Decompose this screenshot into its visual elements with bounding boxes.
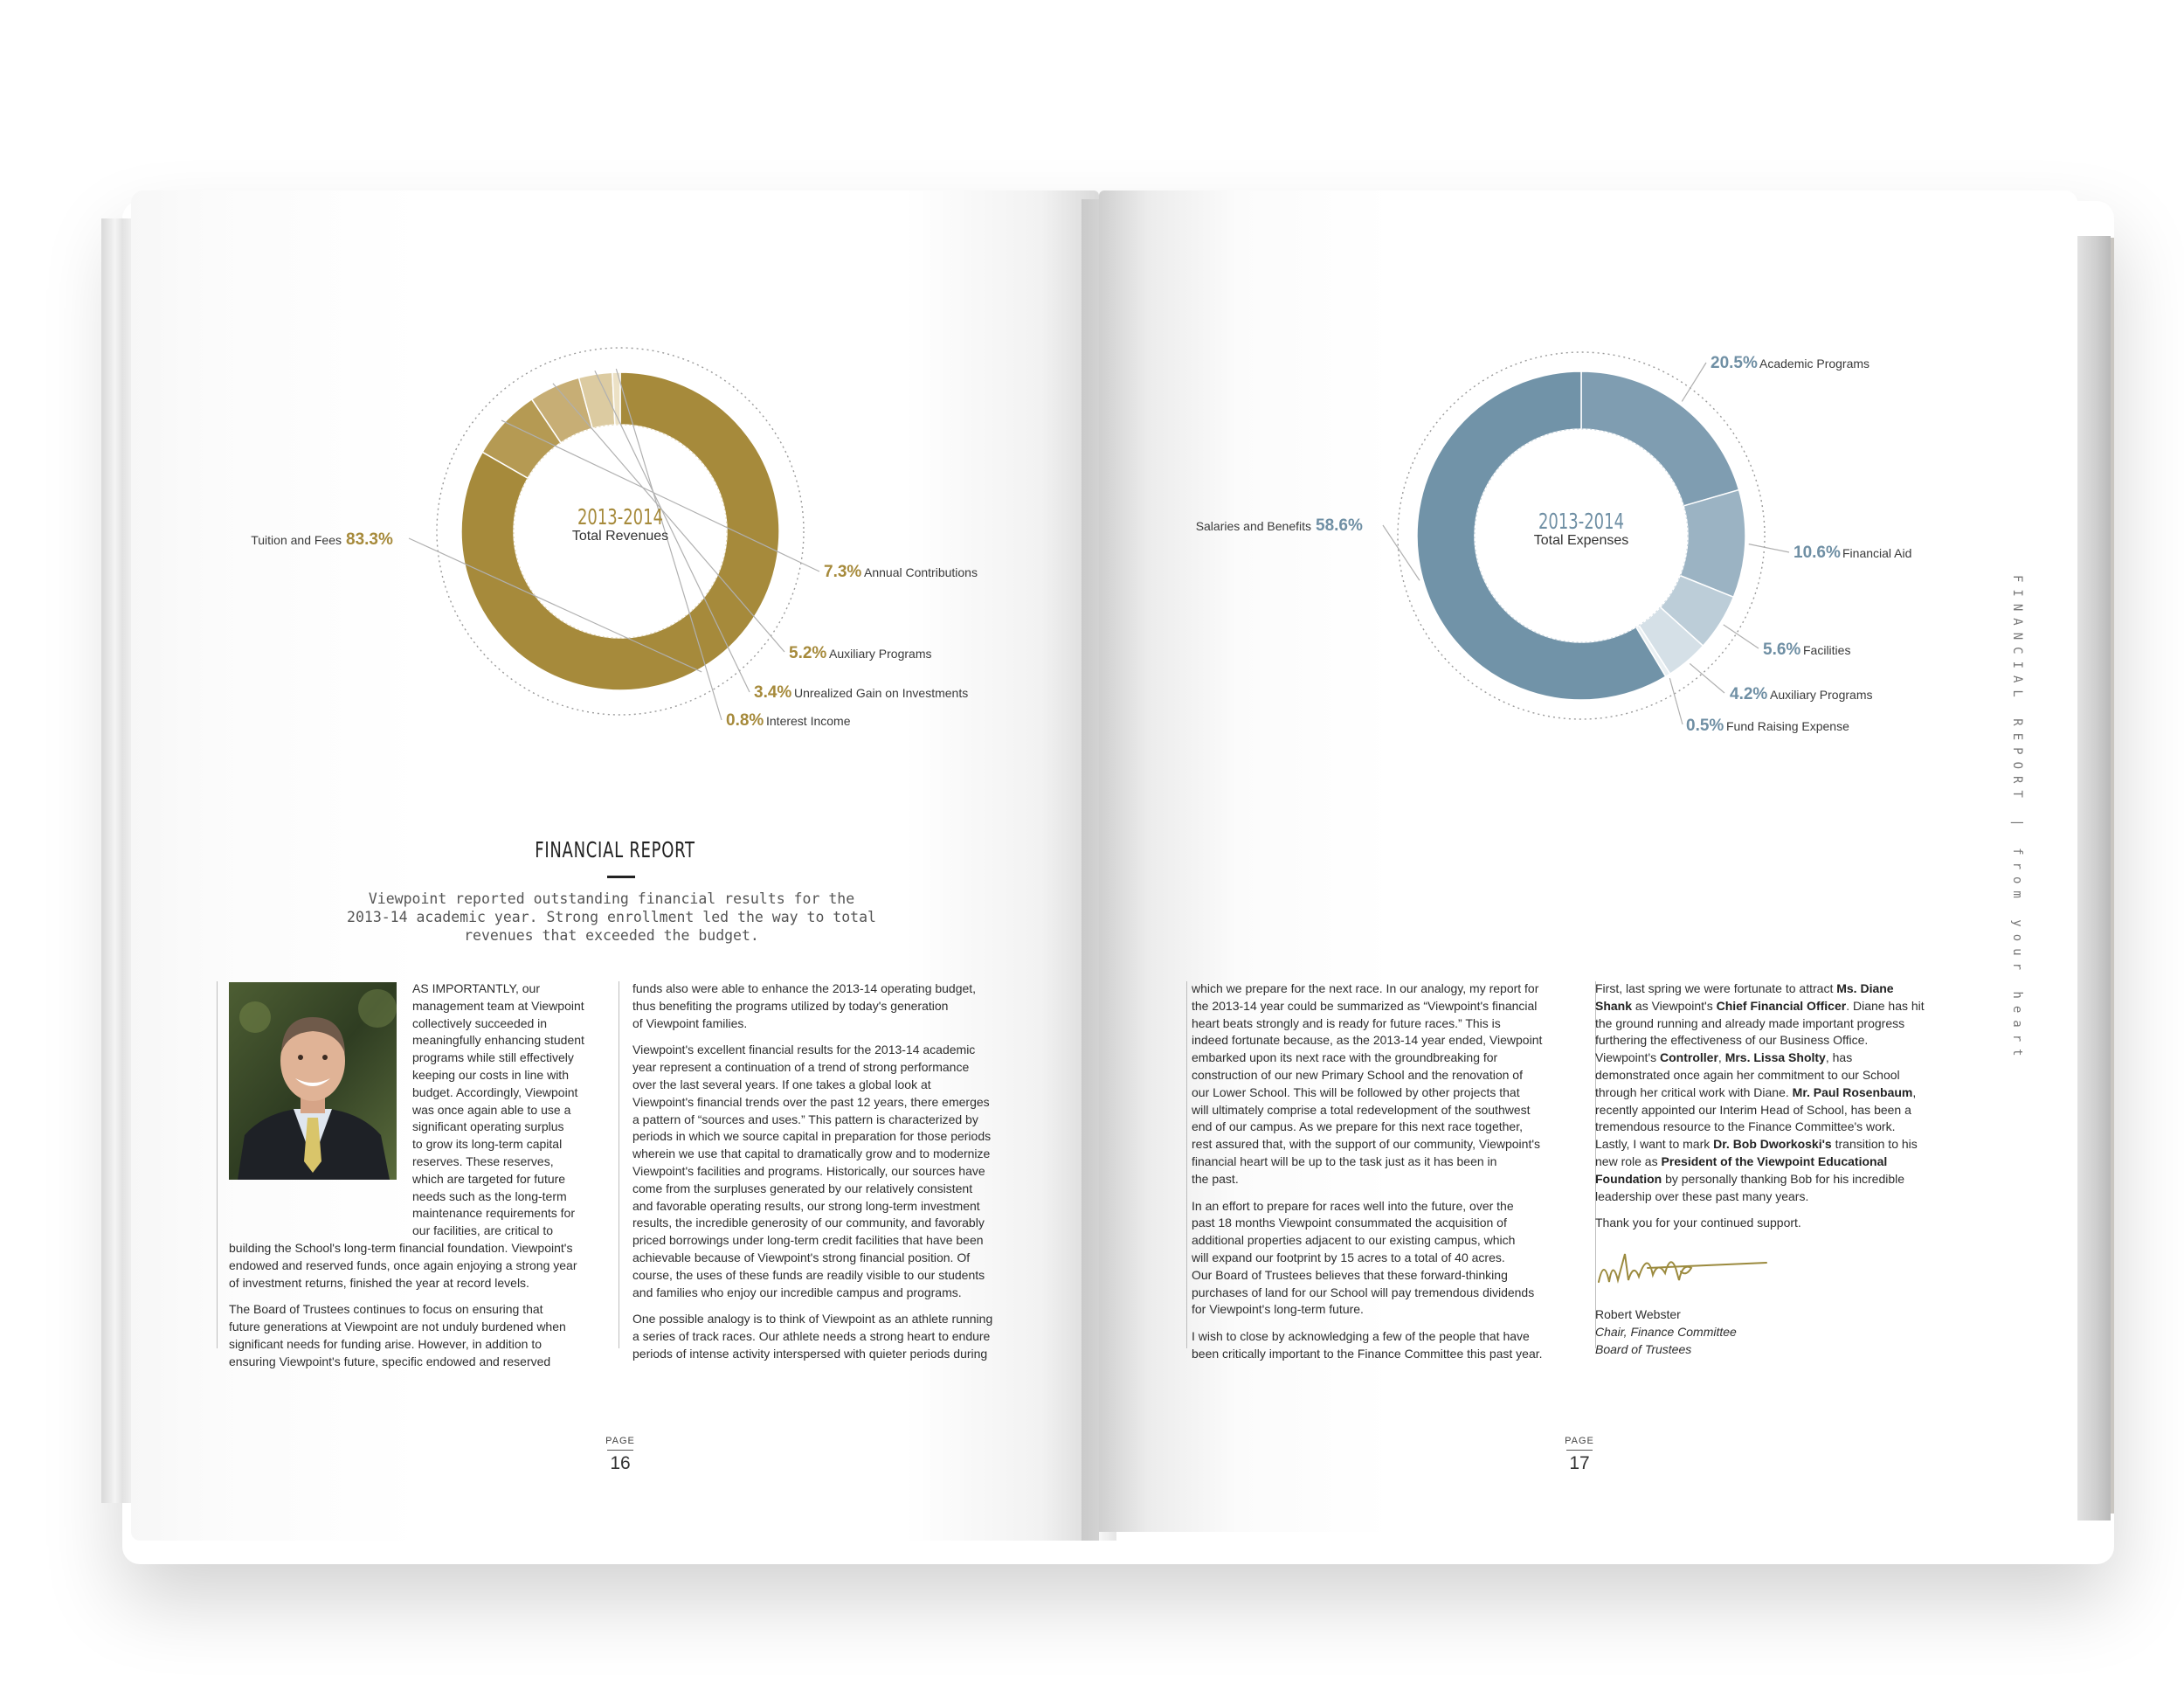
portrait-photo — [229, 982, 397, 1180]
title-rule — [607, 876, 635, 878]
page-number-rule — [607, 1450, 633, 1451]
text-line: will expand our footprint by 15 acres to a total of 40 acres. — [1192, 1250, 1505, 1264]
label-auxiliary-text: Auxiliary Programs — [829, 647, 932, 661]
text-line: future generations at Viewpoint are not unduly burdened when — [229, 1320, 566, 1334]
text-line: Viewpoint's financial trends over the past 12 years, there emerges — [632, 1094, 990, 1109]
text-line: indeed fortunate because, as the 2013-14 year ended, Viewpoint — [1192, 1033, 1543, 1048]
text-line: significant needs for funding arise. However, in addition to — [229, 1336, 542, 1351]
text-run: First, last spring we were fortunate to attract — [1595, 981, 1837, 995]
column-rule — [1186, 981, 1187, 1348]
column-1-wrapped-text — [412, 980, 596, 1240]
text-line: keeping our costs in line with — [412, 1067, 569, 1082]
signer-name: Robert Webster — [1595, 1307, 1681, 1322]
label-academic-pct: 20.5% — [1711, 354, 1758, 372]
text-line: The Board of Trustees continues to focus on ensuring that — [229, 1302, 543, 1317]
text-line: budget. Accordingly, Viewpoint — [412, 1084, 578, 1099]
leader-line — [1690, 663, 1724, 693]
paragraph — [1192, 1198, 1585, 1320]
text-line: end of our campus. As we prepare for this next race together, — [1192, 1119, 1523, 1134]
text-line: been critically important to the Finance Committee this past year. — [1192, 1346, 1543, 1361]
leader-line — [1383, 525, 1420, 580]
text-line: our Lower School. This will be followed by other projects that — [1192, 1084, 1520, 1099]
text-line: thus benefiting the programs utilized by today's generation — [632, 998, 949, 1013]
column-rule — [217, 981, 218, 1348]
title-cfo: Chief Financial Officer — [1716, 998, 1847, 1013]
intro-line: revenues that exceeded the budget. — [464, 927, 759, 944]
text-line: the past. — [1192, 1171, 1239, 1186]
text-line: for Viewpoint's long-term future. — [1192, 1302, 1364, 1317]
text-line: Our Board of Trustees believes that these forward-thinking — [1192, 1267, 1508, 1282]
text-line: of Viewpoint families. — [632, 1015, 748, 1030]
label-interest-text: Interest Income — [766, 714, 851, 728]
label-auxiliary-pct: 5.2% — [789, 644, 827, 662]
text-run: , recently appointed our Interim Head of School, has been a tremendous resource to the Finance Committee's work. Lastly, I want to mark — [1595, 1084, 1917, 1152]
text-line: rest assured that, with the support of our community, Viewpoint's — [1192, 1137, 1541, 1152]
page-label: PAGE — [1565, 1436, 1594, 1446]
text-line: which are targeted for future — [412, 1171, 566, 1186]
revenue-donut-chart — [131, 190, 1099, 802]
name-paul-rosenbaum: Mr. Paul Rosenbaum — [1792, 1084, 1913, 1099]
paragraph — [632, 980, 1017, 1032]
portrait-photo-icon — [229, 982, 397, 1180]
text-line: will ultimately comprise a total redevelopment of the southwest — [1192, 1102, 1531, 1117]
paragraph — [632, 1042, 1017, 1301]
acknowledgements-paragraph — [1595, 980, 1927, 1205]
text-line: Viewpoint's excellent financial results for the 2013-14 academic — [632, 1042, 976, 1057]
text-line: the 2013-14 year could be summarized as “Viewpoint's financial — [1192, 998, 1538, 1013]
label-unrealized-text: Unrealized Gain on Investments — [794, 686, 969, 700]
label-academic-text: Academic Programs — [1759, 357, 1870, 371]
page-label: PAGE — [605, 1436, 635, 1446]
name-lissa-sholty: Mrs. Lissa Sholty — [1724, 1050, 1826, 1065]
label-salaries-text: Salaries and Benefits — [1195, 519, 1311, 533]
text-line: to grow its long-term capital — [412, 1137, 563, 1152]
text-line: In an effort to prepare for races well into the future, over the — [1192, 1198, 1514, 1213]
label-salaries-pct: 58.6% — [1316, 516, 1363, 535]
text-line: embarked upon its next race with the groundbreaking for — [1192, 1050, 1498, 1065]
text-run: , — [1717, 1050, 1725, 1065]
text-line: a series of track races. Our athlete needs a strong heart to endure — [632, 1329, 991, 1344]
text-line: meaningfully enhancing student — [412, 1033, 584, 1048]
name-diane-shank: Ms. Diane Shank — [1595, 981, 1894, 1013]
handwritten-signature-icon — [1595, 1242, 1770, 1303]
intro-line: 2013-14 academic year. Strong enrollment led the way to total — [347, 909, 876, 925]
text-line: One possible analogy is to think of Viewpoint as an athlete running — [632, 1312, 993, 1326]
text-line: periods of intense activity interspersed with quieter periods during — [632, 1346, 988, 1361]
leader-line — [1669, 678, 1683, 724]
column-2-text — [632, 980, 1017, 1373]
paragraph — [1192, 1328, 1585, 1363]
label-fundraising-text: Fund Raising Expense — [1726, 719, 1849, 733]
text-line: of investment returns, finished the year at record levels. — [229, 1275, 529, 1290]
column-4-text — [1595, 980, 1927, 1359]
text-line: needs such as the long-term — [412, 1188, 567, 1203]
text-line: significant operating surplus — [412, 1119, 564, 1134]
text-line: endowed and reserved funds, once again enjoying a strong year — [229, 1257, 577, 1272]
label-auxiliary-exp-pct: 4.2% — [1730, 685, 1768, 703]
text-line: additional properties adjacent to our existing campus, which — [1192, 1233, 1516, 1248]
text-line: collectively succeeded in — [412, 1015, 548, 1030]
right-page — [1099, 190, 2077, 1532]
text-line: results, the incredible generosity of our community, and favorably — [632, 1216, 985, 1230]
paragraph — [1192, 980, 1585, 1188]
report-title: FINANCIAL REPORT — [535, 837, 695, 862]
label-tuition-pct: 83.3% — [346, 530, 393, 549]
text-line: course, the uses of these funds are readily visible to our students — [632, 1267, 985, 1282]
text-line: past 18 months Viewpoint consummated the acquisition of — [1192, 1216, 1507, 1230]
text-line: which we prepare for the next race. In our analogy, my report for — [1192, 981, 1539, 995]
column-3-text — [1192, 980, 1585, 1373]
text-run: transition to his new role as — [1595, 1137, 1918, 1168]
text-run: by personally thanking Bob for his incredible leadership over these past many years. — [1595, 1171, 1905, 1203]
text-line: construction of our new Primary School and the renovation of — [1192, 1067, 1523, 1082]
text-line: building the School's long-term financial foundation. Viewpoint's — [229, 1241, 573, 1255]
section-tag-vertical: FINANCIAL REPORT | from your heart — [2010, 575, 2024, 1063]
text-line: over the last several years. If one takes a global look at — [632, 1077, 931, 1091]
revenue-chart-caption: Total Revenues — [571, 529, 669, 544]
label-tuition-text: Tuition and Fees — [251, 533, 342, 547]
text-run: as Viewpoint's — [1632, 998, 1717, 1013]
label-fundraising-pct: 0.5% — [1686, 717, 1724, 735]
text-line: our facilities, are critical to — [412, 1223, 554, 1238]
thanks-text: Thank you for your continued support. — [1595, 1216, 1801, 1230]
text-line: financial heart will be up to the task just as it has been in — [1192, 1153, 1497, 1168]
donut-slice — [1581, 371, 1739, 506]
label-financial-aid-text: Financial Aid — [1842, 546, 1912, 560]
expense-chart-year: 2013-2014 — [1538, 509, 1625, 535]
left-page — [131, 190, 1099, 1541]
text-line: Viewpoint's facilities and programs. Historically, our sources have — [632, 1163, 985, 1178]
page-number: 16 — [610, 1453, 631, 1473]
text-line: maintenance requirements for — [412, 1206, 575, 1221]
label-interest-pct: 0.8% — [726, 711, 764, 730]
text-line: a pattern of “sources and uses.” This pattern is characterized by — [632, 1112, 978, 1126]
text-line: reserves. These reserves, — [412, 1153, 554, 1168]
label-annual-text: Annual Contributions — [864, 565, 978, 579]
column-1-full-text — [229, 1240, 605, 1381]
text-line: come from the surpluses generated by our relatively consistent — [632, 1181, 973, 1195]
text-line: achievable because of Viewpoint's strong financial position. Of — [632, 1250, 971, 1264]
text-line: AS IMPORTANTLY, our — [412, 981, 541, 995]
text-run: , has demonstrated once again her commitment to our School through her critical work with Diane. — [1595, 1050, 1900, 1099]
text-line: ensuring Viewpoint's future, specific endowed and reserved — [229, 1354, 551, 1368]
paragraph — [632, 1311, 1017, 1362]
label-auxiliary-exp-text: Auxiliary Programs — [1770, 688, 1873, 702]
intro-line: Viewpoint reported outstanding financial results for the — [368, 890, 855, 907]
title-foundation-president: President of the Viewpoint Educational Foundation — [1595, 1153, 1888, 1186]
paragraph — [229, 1301, 605, 1370]
page-number-rule — [1566, 1450, 1593, 1451]
text-line: and families who enjoy our incredible campus and programs. — [632, 1285, 962, 1299]
text-line: management team at Viewpoint — [412, 998, 584, 1013]
label-facilities-text: Facilities — [1803, 643, 1851, 657]
paragraph — [229, 1240, 605, 1292]
text-line: year represent a continuation of a trend of strong performance — [632, 1060, 970, 1075]
label-facilities-pct: 5.6% — [1763, 641, 1801, 659]
expense-chart-caption: Total Expenses — [1533, 533, 1629, 548]
label-unrealized-pct: 3.4% — [754, 683, 792, 702]
text-line: wherein we use that capital to dramatically grow and to modernize — [632, 1146, 991, 1161]
text-line: was once again able to use a — [412, 1102, 571, 1117]
text-line: priced borrowings under long-term credit facilities that have been — [632, 1233, 984, 1248]
revenue-chart-year: 2013-2014 — [577, 505, 664, 530]
label-annual-pct: 7.3% — [824, 563, 862, 581]
text-line: funds also were able to enhance the 2013-14 operating budget, — [632, 981, 977, 995]
text-line: purchases of land for our School will pay tremendous dividends — [1192, 1285, 1535, 1299]
leader-line — [1749, 544, 1789, 552]
title-controller: Controller — [1660, 1050, 1718, 1065]
text-run: . Diane has hit the ground running and already made important progress furthering the effectiveness of our Business Office. Viewpoint's — [1595, 998, 1925, 1065]
signer-title: Chair, Finance Committee — [1595, 1324, 1737, 1339]
text-line: I wish to close by acknowledging a few of the people that have — [1192, 1329, 1530, 1344]
expense-donut-chart — [1099, 190, 2077, 802]
text-line: heart beats strongly and is ready for future races.” This is — [1192, 1015, 1501, 1030]
page-number: 17 — [1569, 1453, 1590, 1473]
text-line: and favorable operating results, our strong long-term investment — [632, 1198, 980, 1213]
label-financial-aid-pct: 10.6% — [1794, 544, 1841, 562]
text-line: programs while still effectively — [412, 1050, 574, 1065]
name-bob-dworkoski: Dr. Bob Dworkoski's — [1713, 1137, 1832, 1152]
signer-board: Board of Trustees — [1595, 1341, 1692, 1356]
text-line: periods in which we source capital in preparation for those periods — [632, 1129, 992, 1144]
leader-line — [1682, 363, 1706, 401]
intro-text — [306, 890, 917, 945]
